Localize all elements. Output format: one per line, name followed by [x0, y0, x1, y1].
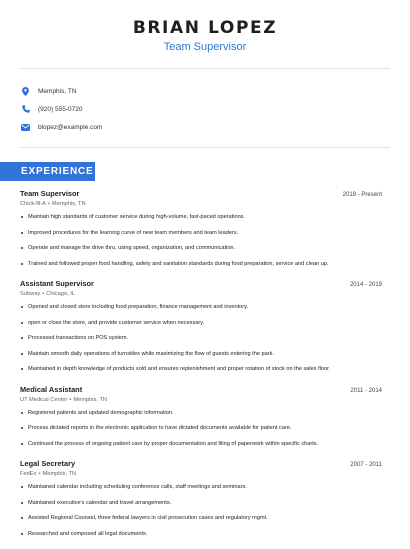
- job-bullet: Maintain high standards of customer service during high-volume, fast-paced operations.: [20, 213, 382, 229]
- job-bullets: [20, 213, 382, 275]
- experience-list: [20, 189, 382, 549]
- job-entry: [20, 189, 382, 275]
- header-divider: [20, 68, 390, 69]
- meta-separator: •: [42, 291, 45, 297]
- job-meta: [20, 470, 382, 479]
- contact-email-text: blopez@example.com: [38, 123, 103, 131]
- job-location: Chicago, IL: [46, 291, 76, 297]
- job-company: Subway: [20, 291, 41, 297]
- job-dates: 2014 - 2019: [349, 282, 382, 288]
- resume-header: [0, 17, 410, 54]
- job-bullet: Maintained executive's calendar and travel arrangements.: [20, 499, 382, 515]
- contact-phone: [21, 100, 102, 118]
- contact-email: [21, 118, 102, 136]
- job-title: Medical Assistant: [20, 384, 83, 394]
- job-dates: 2011 - 2014: [350, 387, 382, 394]
- job-bullet: Continued the process of ongoing patient care by proper documentation and filing of paperwork within specific charts.: [20, 440, 382, 456]
- job-dates: 2019 - Present: [342, 192, 382, 198]
- job-location: Memphis, TN: [73, 396, 108, 403]
- job-entry: [20, 459, 382, 545]
- job-bullet: Maintain smooth daily operations of turnstiles while maximizing the flow of guests entering the park.: [20, 350, 382, 366]
- job-title: Team Supervisor: [20, 189, 80, 198]
- job-bullet: Processed transactions on POS system.: [20, 334, 382, 350]
- job-bullets: [20, 303, 382, 381]
- job-bullet: open or close the store, and provide customer service when necessary.: [20, 319, 382, 335]
- job-bullet: Maintained in depth knowledge of products sold and ensures replenishment and proper rotation of stock on the sales floor.: [20, 365, 382, 381]
- job-meta: [20, 290, 382, 299]
- job-bullet: Operate and manage the drive thru, using speed, organization, and communication.: [20, 244, 382, 260]
- candidate-role: Team Supervisor: [163, 41, 247, 53]
- job-location: Memphis, TN: [42, 471, 77, 477]
- contact-list: [21, 82, 102, 136]
- job-company: UT Medical Center: [20, 396, 68, 403]
- job-bullets: [20, 409, 382, 456]
- meta-separator: •: [47, 201, 50, 207]
- job-entry: [20, 279, 382, 381]
- job-meta: [20, 396, 382, 405]
- job-bullet: Assisted Regional Counsel, three federal lawyers in civil prosecution cases and regulatory mgmt.: [20, 514, 382, 530]
- contact-phone-text: (920) 555-0720: [38, 105, 83, 113]
- job-bullet: Registered patients and updated demographic information.: [20, 409, 382, 425]
- contact-location-text: Memphis, TN: [38, 87, 77, 95]
- contact-location: [21, 82, 102, 100]
- meta-separator: •: [69, 396, 72, 403]
- job-dates: 2007 - 2011: [350, 462, 382, 468]
- location-pin-icon: [21, 87, 30, 96]
- experience-section-heading: EXPERIENCE: [0, 162, 95, 181]
- job-bullet: Researched and composed all legal documents.: [20, 530, 382, 546]
- job-bullet: Improved procedures for the learning curve of new team members and team leaders.: [20, 229, 382, 245]
- job-company: FedEx: [20, 471, 37, 477]
- job-bullet: Maintained calendar including scheduling conference calls, staff meetings and seminars.: [20, 483, 382, 499]
- meta-separator: •: [38, 471, 41, 477]
- job-bullets: [20, 483, 382, 545]
- candidate-name: BRIAN LOPEZ: [132, 18, 278, 38]
- job-meta: [20, 200, 382, 209]
- job-bullet: Trained and followed proper food handling, safety and sanitation standards during food preparation, service and clean up.: [20, 260, 382, 276]
- job-entry: [20, 385, 382, 456]
- job-bullet: Process dictated reports in the electronic application to have dictated documents available for patient care.: [20, 424, 382, 440]
- email-icon: [21, 123, 30, 132]
- phone-icon: [21, 105, 30, 114]
- contact-divider: [20, 147, 390, 148]
- job-title: Assistant Supervisor: [20, 279, 94, 288]
- job-company: Chick-fil-A: [20, 201, 46, 207]
- job-location: Memphis, TN: [51, 201, 86, 207]
- job-bullet: Opened and closed store including food preparation, finance management and inventory.: [20, 303, 382, 319]
- job-title: Legal Secretary: [20, 459, 76, 468]
